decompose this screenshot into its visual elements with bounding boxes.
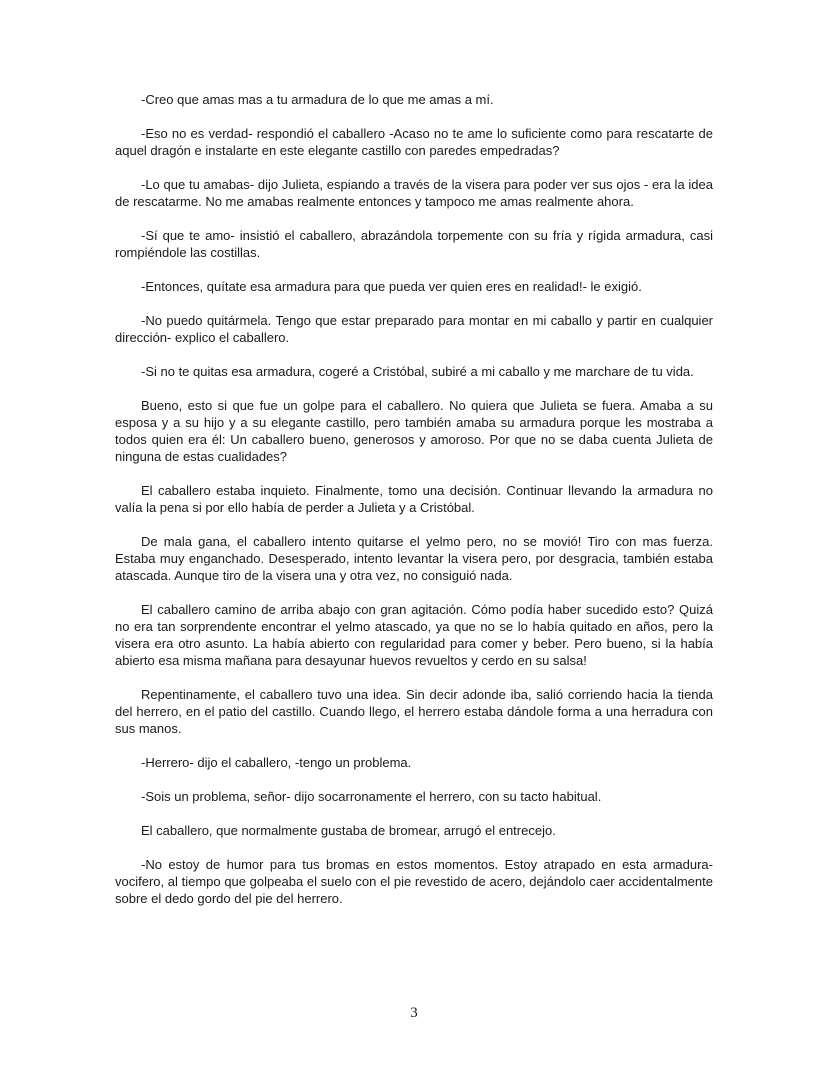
paragraph-11: El caballero camino de arriba abajo con gran agitación. Cómo podía haber sucedido esto? Quizá no era tan sorprendente encontrar el yelmo atascado, ya que no se lo había quitado en años, pero la visera era otro asunto. La había abierto con regularidad para comer y beber. Pero bueno, si la había abierto esa misma mañana para desayunar huevos revueltos y cerdo en su salsa! [115,602,713,668]
paragraph-4: -Sí que te amo- insistió el caballero, abrazándola torpemente con su fría y rígida armadura, casi rompiéndole las costillas. [115,228,713,260]
paragraph-15: El caballero, que normalmente gustaba de bromear, arrugó el entrecejo. [141,823,556,838]
paragraph-13: -Herrero- dijo el caballero, -tengo un problema. [141,755,412,770]
paragraph-12: Repentinamente, el caballero tuvo una idea. Sin decir adonde iba, salió corriendo hacia la tienda del herrero, en el patio del castillo. Cuando llego, el herrero estaba dándole forma a una herradura con sus manos. [115,687,713,736]
paragraph-7: -Si no te quitas esa armadura, cogeré a Cristóbal, subiré a mi caballo y me marchare de tu vida. [141,364,694,379]
paragraph-9: El caballero estaba inquieto. Finalmente, tomo una decisión. Continuar llevando la armadura no valía la pena si por ello había de perder a Julieta y a Cristóbal. [115,483,713,515]
paragraph-6: -No puedo quitármela. Tengo que estar preparado para montar en mi caballo y partir en cualquier dirección- explico el caballero. [115,313,713,345]
paragraph-1: -Creo que amas mas a tu armadura de lo que me amas a mí. [141,92,494,107]
paragraph-5: -Entonces, quítate esa armadura para que pueda ver quien eres en realidad!- le exigió. [141,279,642,294]
paragraph-8: Bueno, esto si que fue un golpe para el caballero. No quiera que Julieta se fuera. Amaba a su esposa y a su hijo y a su elegante castillo, pero también amaba su armadura porque les mostraba a todos quien era él: Un caballero bueno, generosos y amoroso. Por que no se daba cuenta Julieta de ninguna de estas cualidades? [115,398,713,464]
paragraph-10: De mala gana, el caballero intento quitarse el yelmo pero, no se movió! Tiro con mas fuerza. Estaba muy enganchado. Desesperado, intento levantar la visera pero, por desgracia, también estaba atascada. Aunque tiro de la visera una y otra vez, no consiguió nada. [115,534,713,583]
paragraph-3: -Lo que tu amabas- dijo Julieta, espiando a través de la visera para poder ver sus ojos - era la idea de rescatarme. No me amabas realmente entonces y tampoco me amas realmente ahora. [115,177,713,209]
paragraph-14: -Sois un problema, señor- dijo socarronamente el herrero, con su tacto habitual. [141,789,602,804]
paragraph-2: -Eso no es verdad- respondió el caballero -Acaso no te ame lo suficiente como para rescatarte de aquel dragón e instalarte en este elegante castillo con paredes empedradas? [115,126,713,158]
paragraph-16: -No estoy de humor para tus bromas en estos momentos. Estoy atrapado en esta armadura- vocifero, al tiempo que golpeaba el suelo con el pie revestido de acero, dejándolo caer accidentalmente sobre el dedo gordo del pie del herrero. [115,857,713,906]
page-number: 3 [410,1005,418,1021]
body-text [115,91,713,924]
